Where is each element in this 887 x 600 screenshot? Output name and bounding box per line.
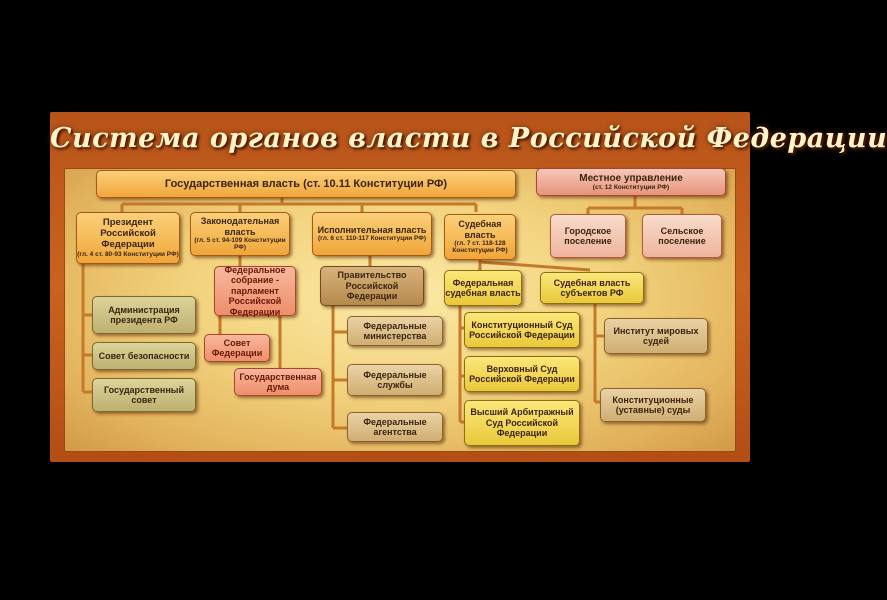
agencies-label: Федеральные агентства — [363, 416, 427, 437]
legislative-box — [190, 212, 290, 256]
federal-judicial-box — [444, 270, 522, 306]
agencies-box — [347, 412, 443, 442]
arbitration-court-box — [464, 400, 580, 446]
executive-box — [312, 212, 432, 256]
federal-assembly-label: Федеральное собрание - парламент Российской Федерации — [224, 265, 286, 317]
government-box — [320, 266, 424, 306]
legislative-ref: (гл. 5 ст. 94-109 Конституции РФ) — [194, 236, 286, 252]
rural-settlement-label: Сельское поселение — [658, 225, 706, 246]
supreme-court-label: Верховный Суд Российской Федерации — [469, 363, 575, 384]
judicial-box — [444, 214, 516, 260]
poster-title: Система органов власти в Российской Федерации — [50, 123, 887, 154]
subject-judicial-box — [540, 272, 644, 304]
executive-ref: (гл. 6 ст. 110-117 Конституции РФ) — [317, 235, 427, 243]
president-title: Президент Российской Федерации — [100, 216, 156, 250]
poster — [50, 112, 887, 462]
rural-settlement-box — [642, 214, 722, 258]
charter-courts-box — [600, 388, 706, 422]
services-box — [347, 364, 443, 396]
local-government-ref: (ст. 12 Конституции РФ) — [592, 184, 670, 192]
charter-courts-label: Конституционные (уставные) суды — [612, 394, 694, 415]
arbitration-court-label: Высший Арбитражный Суд Российской Федерации — [470, 407, 574, 439]
president-ref: (гл. 4 ст. 80-93 Конституции РФ) — [77, 250, 179, 258]
legislative-title: Законодательная власть — [200, 216, 280, 237]
security-council-label: Совет безопасности — [98, 350, 190, 361]
constitutional-court-label: Конституционный Суд Российской Федерации — [469, 319, 575, 340]
federation-council-label: Совет Федерации — [211, 337, 263, 358]
supreme-court-box — [464, 356, 580, 392]
state-power-box — [96, 170, 516, 198]
president-box — [76, 212, 180, 264]
magistrates-label: Институт мировых судей — [613, 325, 699, 346]
administration-label: Администрация президента РФ — [108, 304, 180, 325]
state-power-label: Государственная власть (ст. 10.11 Конституции РФ) — [164, 177, 448, 190]
state-council-label: Государственный совет — [104, 384, 184, 405]
constitutional-court-box — [464, 312, 580, 348]
subject-judicial-label: Судебная власть субъектов РФ — [553, 277, 631, 298]
state-duma-label: Государственная дума — [239, 371, 317, 392]
federation-council-box — [204, 334, 270, 362]
federal-assembly-box — [214, 266, 296, 316]
urban-settlement-label: Городское поселение — [564, 225, 612, 246]
state-duma-box — [234, 368, 322, 396]
magistrates-box — [604, 318, 708, 354]
urban-settlement-box — [550, 214, 626, 258]
local-government-box — [536, 168, 726, 196]
administration-box — [92, 296, 196, 334]
services-label: Федеральные службы — [363, 369, 427, 390]
ministries-box — [347, 316, 443, 346]
local-government-title: Местное управление — [579, 172, 683, 184]
judicial-ref: (гл. 7 ст. 118-128 Конституции РФ) — [452, 239, 508, 255]
ministries-label: Федеральные министерства — [363, 320, 427, 341]
security-council-box — [92, 342, 196, 370]
executive-title: Исполнительная власть — [317, 225, 427, 236]
judicial-title: Судебная власть — [458, 219, 502, 240]
federal-judicial-label: Федеральная судебная власть — [445, 277, 521, 298]
state-council-box — [92, 378, 196, 412]
government-label: Правительство Российской Федерации — [337, 270, 407, 302]
